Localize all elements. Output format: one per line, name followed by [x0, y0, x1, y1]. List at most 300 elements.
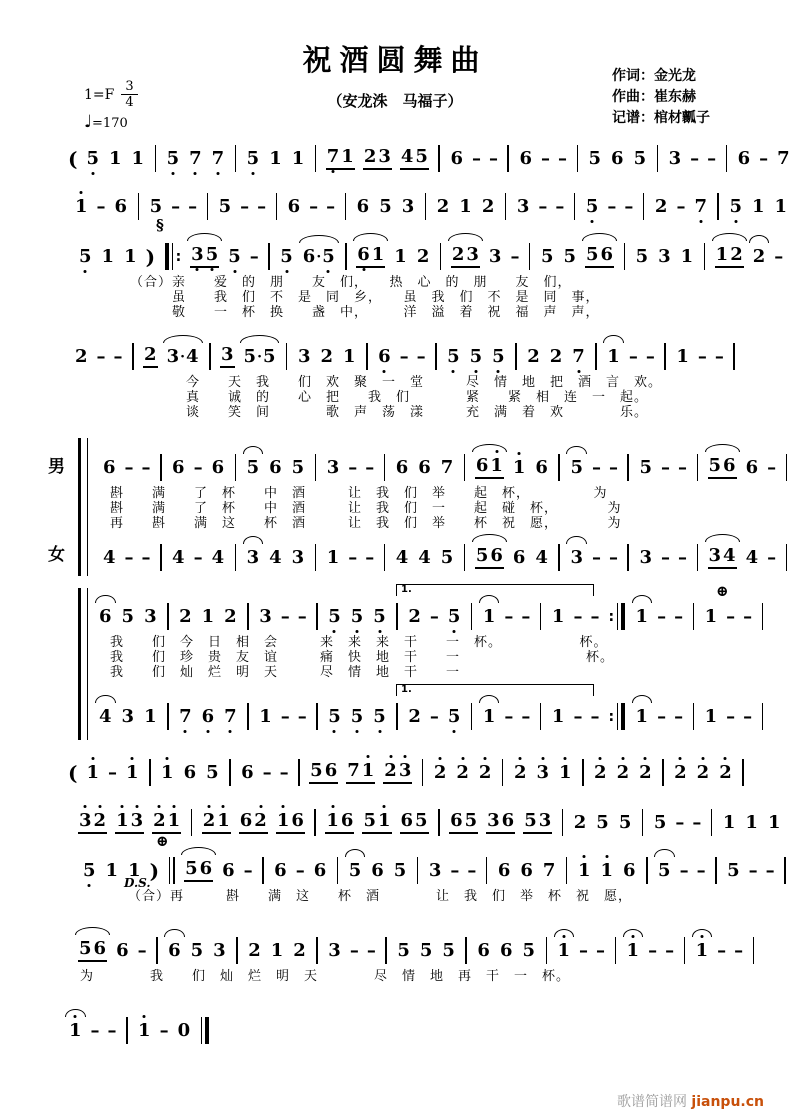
note-digit: 6: [737, 147, 751, 169]
note-token: [680, 247, 695, 267]
note-token: –: [767, 546, 777, 568]
octave-dot-high: [541, 757, 544, 760]
note-digit: 6: [395, 456, 409, 478]
note-digit: 5: [350, 707, 365, 727]
note-digit: 2: [513, 763, 528, 783]
note-digit: 3: [328, 939, 341, 961]
note-digit: 6: [201, 707, 216, 727]
note-digit: 2: [93, 811, 108, 831]
barline: [484, 857, 489, 884]
barline: [695, 454, 700, 481]
barline: [313, 454, 318, 481]
note-token: [569, 458, 584, 478]
note-token: [635, 607, 650, 627]
barline-part: [471, 703, 473, 730]
note-token: –: [257, 195, 267, 217]
note-token: [715, 245, 744, 268]
barline-part: [276, 193, 278, 220]
octave-dot-high: [701, 757, 704, 760]
note-digit: 4: [172, 546, 185, 568]
note-token: [178, 607, 193, 627]
note-token: [292, 941, 307, 961]
music-system: [78, 844, 790, 904]
note-token: [752, 247, 767, 267]
octave-dot-low: [452, 370, 455, 373]
note-digit: 1: [270, 939, 284, 961]
note-digit: 2: [593, 763, 608, 783]
octave-dot-high: [383, 805, 386, 808]
barline-part: [315, 454, 317, 481]
note-digit: 1: [695, 941, 710, 961]
note-token: [745, 548, 760, 568]
note-token: [291, 149, 306, 169]
note-digit: 4: [395, 546, 409, 568]
note-digit: 2: [718, 763, 733, 783]
barline-part: [385, 937, 387, 964]
barline-part: [438, 145, 440, 172]
system-brace: [78, 588, 88, 740]
note-digit: 1: [131, 147, 145, 169]
note-token: [121, 607, 136, 627]
note-digit: 6: [93, 938, 107, 959]
note-token: –: [280, 605, 290, 627]
octave-dot-high: [631, 935, 634, 938]
note-digit: 2: [638, 763, 653, 783]
octave-dot-high: [518, 452, 521, 455]
note-digit: 1: [722, 811, 736, 833]
barline-part: [315, 544, 317, 571]
note-token: [737, 149, 752, 169]
note-digit: 2: [224, 605, 237, 627]
note-token: [519, 861, 534, 881]
notation-line: [94, 590, 769, 635]
barline-part: [464, 544, 466, 571]
note-token: –: [608, 546, 618, 568]
note-digit: 5: [563, 245, 577, 267]
barline: [437, 809, 442, 836]
note-token: –: [488, 147, 498, 169]
note-digit: 1: [371, 244, 385, 265]
note-token: [481, 197, 496, 217]
note-token: [105, 861, 120, 881]
note-digit: 6: [723, 455, 736, 476]
barline: [663, 343, 668, 370]
note-token: [626, 941, 641, 961]
note-digit: 3: [398, 761, 413, 781]
note-token: [726, 861, 741, 881]
note-token: [407, 607, 422, 627]
barline-part: [697, 454, 699, 481]
note-token: [356, 245, 385, 268]
barline-part: [615, 937, 617, 964]
note-token: [635, 707, 650, 727]
barline-part: [558, 544, 560, 571]
note-token: [606, 347, 621, 367]
barline: [538, 703, 543, 730]
note-token: [695, 941, 710, 961]
note-token: –: [124, 546, 134, 568]
note-digit: 2: [696, 763, 711, 783]
note-token: –: [645, 345, 655, 367]
note-digit: 6: [477, 939, 490, 961]
note-digit: 1: [557, 941, 572, 961]
barline: [607, 603, 626, 630]
note-token: [372, 607, 387, 627]
note-token: [610, 149, 625, 169]
note-token: [74, 347, 89, 367]
note-token: [273, 861, 288, 881]
note-token: –: [678, 546, 687, 568]
note-token: [708, 456, 737, 479]
music-system: [70, 330, 740, 420]
octave-dot-high: [389, 755, 392, 758]
note-digit: 2: [248, 939, 261, 961]
note-token: [521, 941, 536, 961]
barline: [384, 937, 389, 964]
note-token: [540, 247, 555, 267]
barline-part: [733, 343, 735, 370]
note-digit: 3: [570, 546, 583, 568]
note-token: [276, 811, 305, 834]
barline: [661, 759, 666, 786]
note-token: [78, 811, 107, 834]
octave-dot-high: [143, 1015, 146, 1018]
note-token: –: [429, 705, 439, 727]
coda-icon: ⊕: [716, 582, 729, 600]
note-token: [190, 941, 205, 961]
note-digit: 5: [419, 939, 433, 961]
barline-part: [172, 243, 174, 270]
notation-line: [70, 180, 790, 225]
note-token: [497, 861, 512, 881]
note-token: –: [124, 456, 134, 478]
music-system: [74, 924, 760, 984]
octave-dot-low: [196, 268, 199, 271]
barline: [645, 857, 650, 884]
barline-part: [566, 857, 568, 884]
barline-part: [268, 243, 270, 270]
note-token: [449, 149, 464, 169]
note-digit: 6: [535, 456, 548, 478]
note-digit: 6: [183, 761, 197, 783]
note-digit: 1: [341, 146, 354, 167]
barline: [136, 193, 141, 220]
barline-part: [345, 193, 347, 220]
barline: [233, 145, 238, 172]
note-token: [327, 707, 342, 727]
note-digit: 2: [363, 146, 377, 167]
lyrics-row: 虽 我 们 不 是 同 乡， 虽 我 们 不 是 同 事，: [130, 290, 600, 305]
note-digit: 2: [549, 345, 563, 367]
note-digit: 5: [327, 607, 342, 627]
note-token: –: [96, 345, 106, 367]
octave-dot-high: [121, 805, 124, 808]
note-digit: 6: [313, 859, 327, 881]
barline: [506, 145, 511, 172]
octave-dot-high: [207, 805, 210, 808]
octave-dot-high: [282, 805, 285, 808]
note-digit: 2: [293, 939, 306, 961]
note-digit: 3: [378, 146, 391, 167]
octave-dot-high: [519, 757, 522, 760]
note-token: [549, 347, 564, 367]
note-digit: 6: [168, 939, 181, 961]
note-digit: 1: [144, 705, 157, 727]
octave-dot-high: [564, 757, 567, 760]
note-token: –: [159, 1019, 169, 1041]
barline: [153, 145, 158, 172]
note-token: [704, 607, 719, 627]
note-digit: 1: [482, 605, 496, 627]
note-token: [476, 941, 491, 961]
barline-part: [786, 544, 788, 571]
note-token: [102, 458, 117, 478]
barline-part: [505, 193, 507, 220]
note-token: [98, 607, 113, 627]
music-system: [64, 746, 749, 791]
note-token: [74, 197, 89, 217]
note-digit: 1: [558, 763, 573, 783]
note-digit: 5: [442, 939, 455, 961]
note-token: –: [141, 546, 151, 568]
note-digit: 6: [499, 939, 513, 961]
barline: [695, 544, 700, 571]
note-token: –: [678, 456, 687, 478]
note-digit: 1: [774, 195, 788, 217]
note-digit: 5: [78, 247, 93, 267]
note-token: [551, 707, 566, 727]
note-token: [588, 149, 603, 169]
barline-part: [577, 145, 579, 172]
note-token: [85, 763, 100, 783]
note-digit: 5: [522, 939, 535, 961]
barline: [500, 759, 505, 786]
octave-dot-low: [233, 270, 236, 273]
key-signature: [84, 80, 138, 132]
barline: [557, 544, 562, 571]
barline: [783, 857, 788, 884]
octave-dot-low: [333, 630, 336, 633]
note-digit: 5: [379, 195, 392, 217]
barline-part: [138, 193, 140, 220]
octave-dot-high: [599, 757, 602, 760]
subtitle-performers: （安龙洙 马福子）: [327, 92, 463, 110]
note-token: –: [690, 147, 700, 169]
octave-dot-low: [216, 172, 219, 175]
octave-dot-high: [679, 757, 682, 760]
note-token: [569, 548, 584, 568]
note-digit: 3: [428, 859, 442, 881]
octave-dot-low: [378, 730, 381, 733]
note-token: [534, 548, 549, 568]
notation-line: [94, 690, 769, 735]
augmentation-dot: ·: [316, 248, 322, 265]
octave-dot-low: [327, 270, 330, 273]
note-digit: 5: [440, 546, 454, 568]
note-token: [557, 941, 572, 961]
note-digit: 7: [693, 197, 708, 217]
barline: [527, 243, 532, 270]
note-token: [114, 197, 129, 217]
barline-part: [529, 243, 531, 270]
note-token: –: [657, 605, 667, 627]
barline: [344, 243, 349, 270]
note-digit: 2: [152, 811, 167, 831]
note-token: –: [521, 705, 531, 727]
note-digit: 1: [752, 195, 765, 217]
note-token: [184, 859, 213, 882]
music-system: [94, 590, 769, 680]
note-token: [595, 813, 610, 833]
barline: [641, 193, 646, 220]
barline: [626, 454, 631, 481]
note-token: [599, 861, 614, 881]
note-token: –: [188, 195, 198, 217]
barline: [622, 243, 627, 270]
note-digit: 1: [745, 811, 758, 833]
barline: [267, 243, 272, 270]
note-token: –: [579, 939, 589, 961]
barline: [437, 145, 442, 172]
octave-dot-high: [562, 935, 565, 938]
note-token: –: [137, 939, 147, 961]
note-digit: 6: [600, 244, 614, 265]
barline: [159, 544, 164, 571]
note-token: –: [280, 705, 290, 727]
notation-line: [98, 441, 790, 486]
note-digit: 5: [121, 605, 135, 627]
barline-part: [574, 193, 576, 220]
note-digit: 5: [727, 859, 740, 881]
note-digit: 6: [520, 859, 533, 881]
note-digit: 6: [340, 810, 354, 831]
octave-dot-low: [84, 270, 87, 273]
barline-part: [540, 703, 542, 730]
note-token: –: [558, 147, 567, 169]
note-digit: 3: [121, 705, 135, 727]
note-token: [279, 247, 294, 267]
barline-part: [465, 937, 467, 964]
barline: [626, 544, 631, 571]
note-token: [447, 607, 462, 627]
barline-part: [664, 343, 666, 370]
note-token: [393, 861, 408, 881]
note-digit: 6: [356, 245, 371, 265]
note-token: –: [326, 195, 336, 217]
note-token: –: [661, 546, 670, 568]
note-digit: 6: [239, 810, 253, 831]
note-token: [378, 197, 393, 217]
music-system: [74, 230, 790, 320]
note-token: [363, 147, 392, 170]
note-digit: 1: [259, 705, 272, 727]
barline-part: [422, 759, 424, 786]
octave-dot-high: [158, 805, 161, 808]
note-token: –: [734, 939, 744, 961]
barline: [613, 937, 618, 964]
barline: [691, 703, 696, 730]
barline: [246, 703, 251, 730]
note-token: [407, 707, 422, 727]
barline-part: [235, 454, 237, 481]
note-token: –: [504, 605, 514, 627]
note-token: [268, 149, 283, 169]
note-token: –: [399, 345, 409, 367]
octave-dot-high: [404, 755, 407, 758]
barline-part: [697, 544, 699, 571]
note-token: [327, 607, 342, 627]
octave-dot-high: [98, 805, 101, 808]
note-token: [616, 763, 631, 783]
note-token: [246, 149, 261, 169]
note-digit: 3: [639, 546, 652, 568]
barline: [564, 857, 569, 884]
note-token: [499, 941, 514, 961]
lyrics-row: 真 诚 的 心 把 我 们 紧 紧 相 连 一 起。: [186, 390, 649, 405]
note-digit: 5: [262, 345, 276, 367]
credit-composer: 作曲：崔东赫: [612, 89, 696, 105]
barline: [315, 703, 320, 730]
barline: [682, 937, 687, 964]
note-digit: 7: [347, 760, 360, 781]
tempo: [84, 112, 138, 132]
note-digit: 4: [400, 146, 414, 167]
octave-dot-low: [474, 370, 477, 373]
barline-part: [742, 759, 744, 786]
barline-part: [207, 193, 209, 220]
note-token: [102, 548, 117, 568]
note-digit: 5: [227, 247, 242, 267]
note-digit: 7: [188, 149, 203, 169]
voice-label-male: 男: [48, 457, 65, 477]
note-digit: 2: [573, 811, 587, 833]
note-digit: 5: [491, 347, 506, 367]
notation-line: [74, 924, 760, 969]
note-token: [211, 548, 226, 568]
note-digit: 5: [540, 245, 554, 267]
lyrics-row: 再 斟 满 这 杯 酒 让 我 们 举 杯 祝 愿， 为: [110, 516, 622, 531]
lyrics-row: 敬 一 杯 换 盏 中， 洋 溢 着 祝 福 声 声，: [130, 305, 600, 320]
octave-dot-high: [135, 805, 138, 808]
note-digit: 5: [291, 456, 305, 478]
note-digit: 5: [372, 707, 387, 727]
note-token: [270, 941, 285, 961]
note-token: –: [628, 345, 638, 367]
octave-dot-low: [210, 268, 213, 271]
note-digit: 6: [274, 859, 287, 881]
octave-dot-high: [605, 855, 608, 858]
note-digit: 3: [246, 546, 260, 568]
note-token: [166, 149, 181, 169]
barline: [760, 703, 765, 730]
barline-part: :: [608, 708, 615, 725]
octave-dot-low: [383, 370, 386, 373]
lyrics-row: 斟 满 了 杯 中 酒 让 我 们 举 起 杯， 为: [110, 486, 608, 501]
barline: [163, 243, 182, 270]
barline: [125, 1017, 130, 1044]
note-digit: 1: [394, 245, 407, 267]
barline: [159, 454, 164, 481]
note-digit: 5: [570, 456, 583, 478]
barline-part: [642, 809, 644, 836]
music-system-male-voice: [98, 441, 790, 531]
note-digit: 6: [103, 456, 116, 478]
note-digit: 6: [222, 859, 235, 881]
note-token: –: [416, 345, 426, 367]
note-digit: 6: [490, 545, 503, 566]
note-digit: 1: [115, 811, 130, 831]
note-token: [571, 347, 586, 367]
